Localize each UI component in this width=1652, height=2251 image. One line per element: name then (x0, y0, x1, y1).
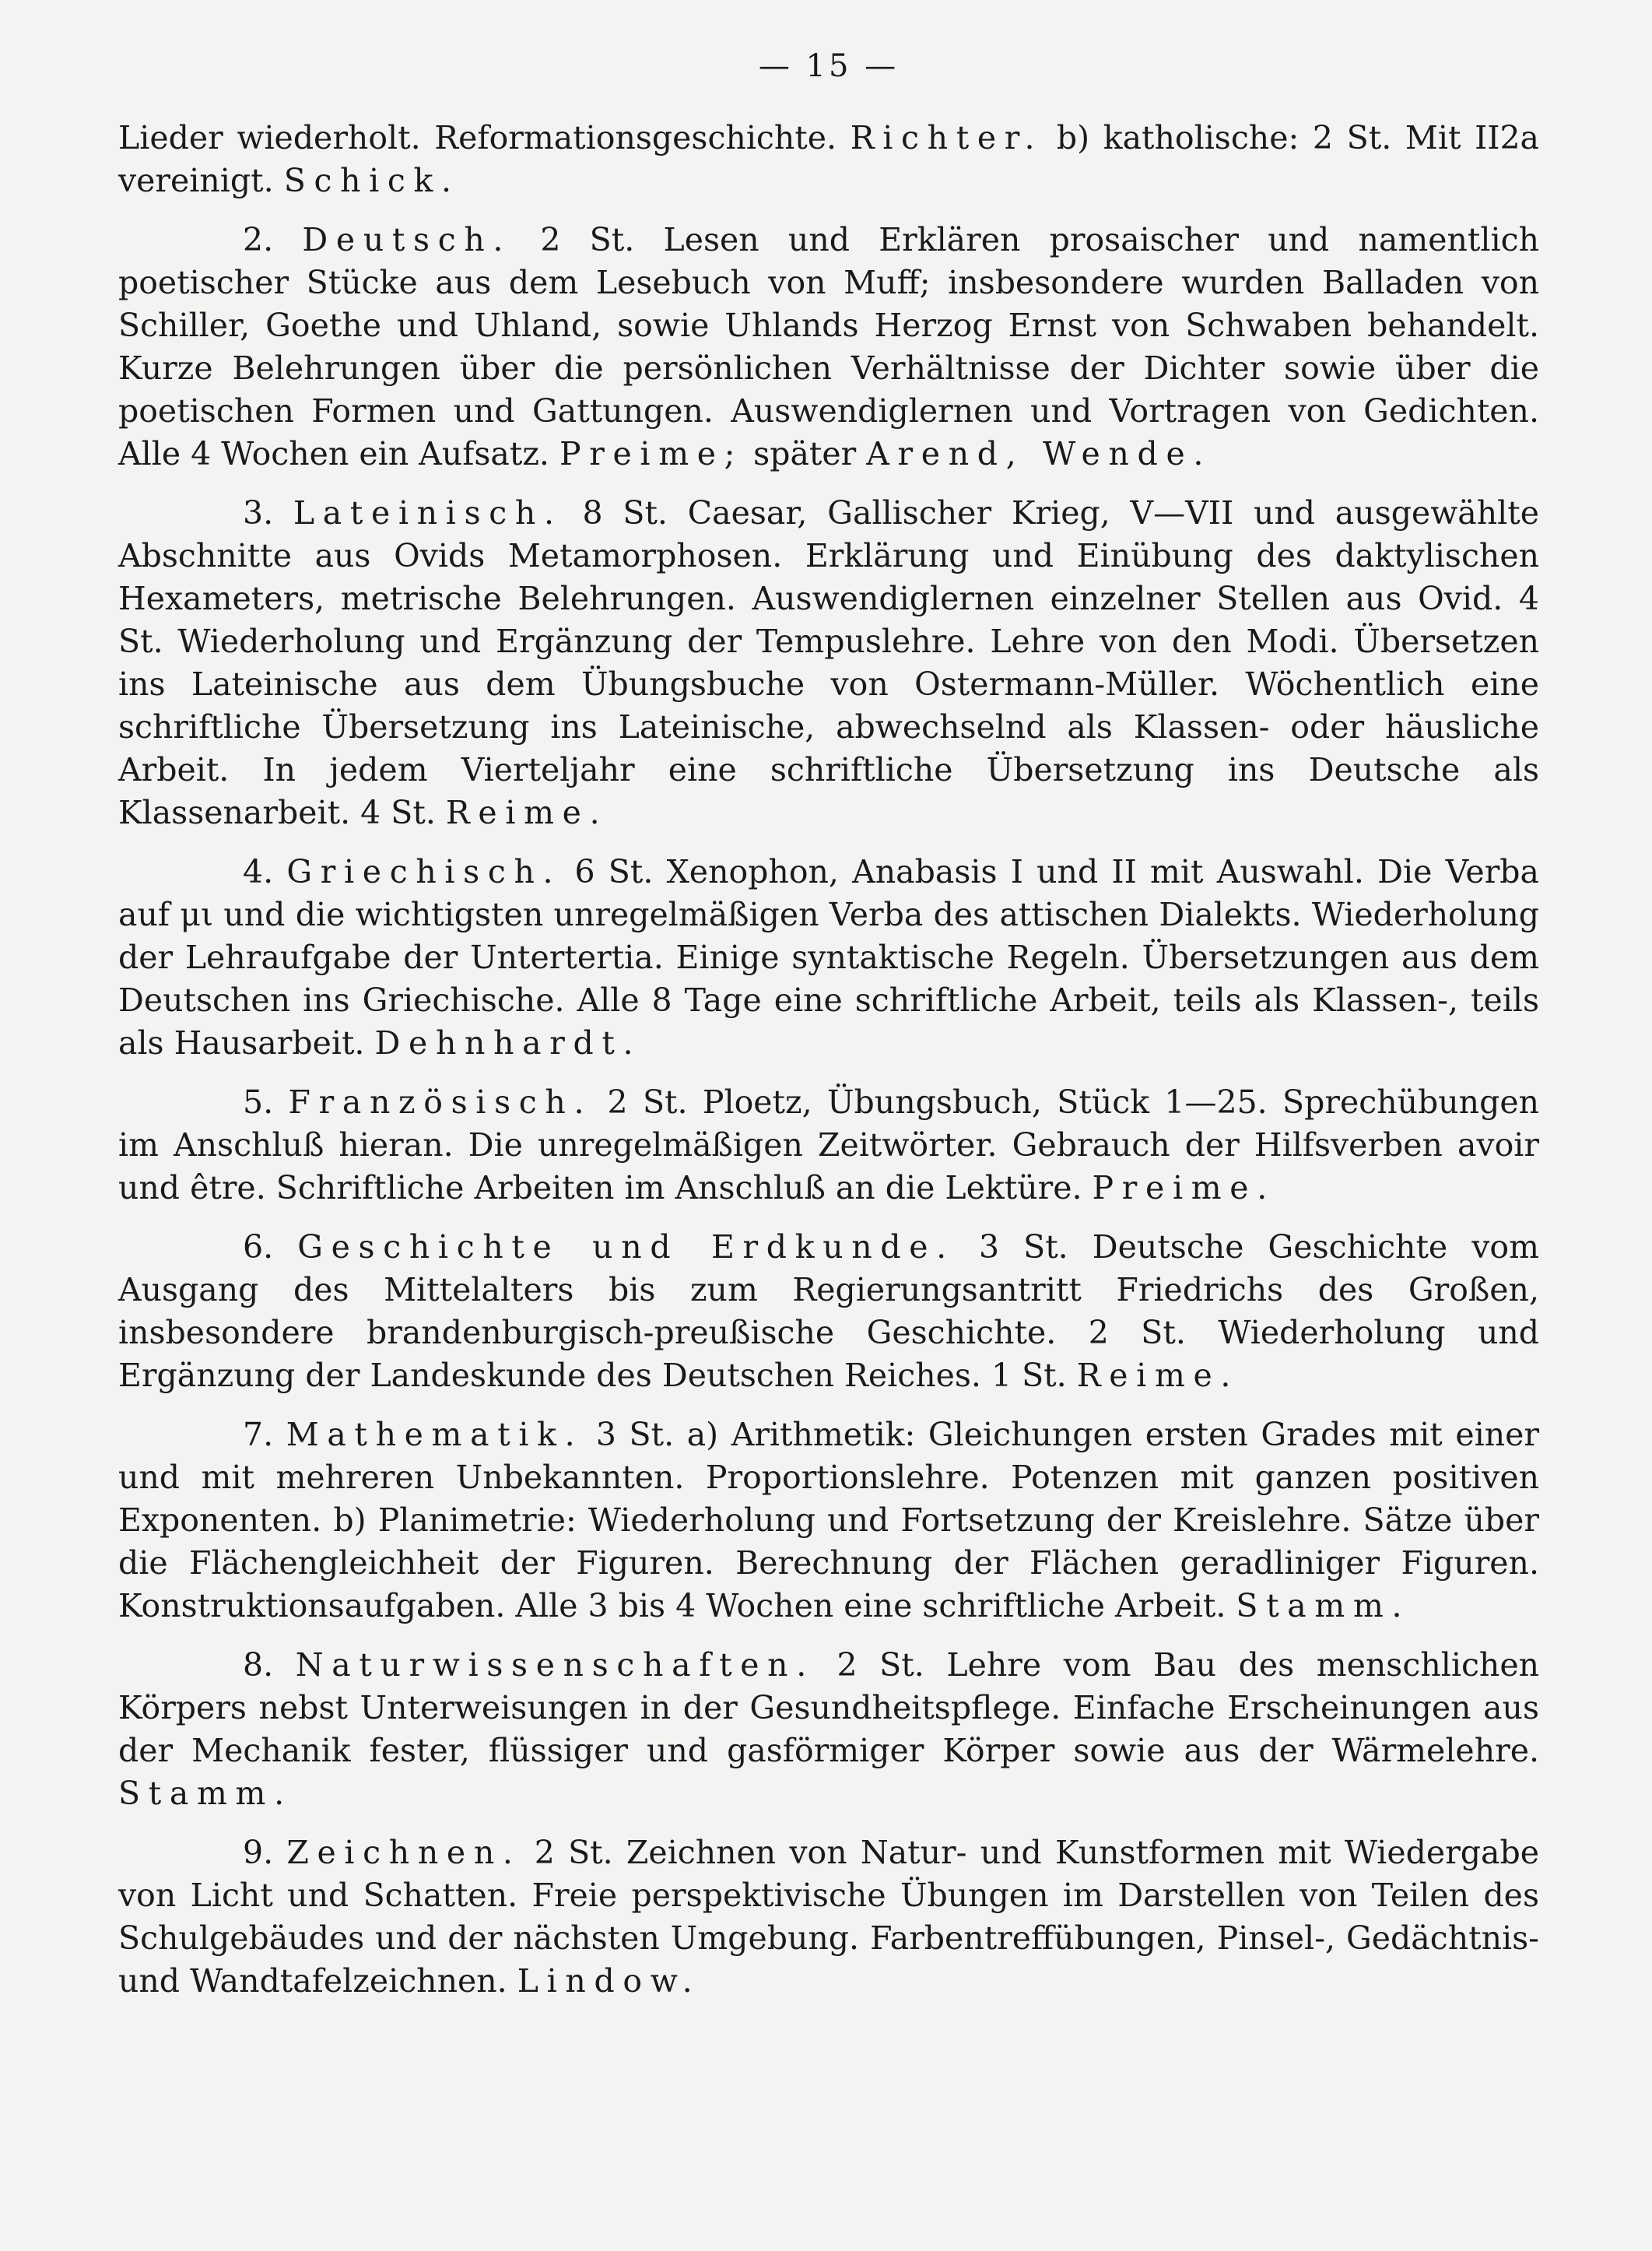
paragraph-franzoesisch (118, 1081, 1539, 1210)
subject-heading: Deutsch. (302, 221, 512, 258)
paragraph-text: 6 St. Xenophon, Anabasis I und II mit Auswahl. Die Verba auf μι und die wichtigsten unregelmäßigen Verba des attischen Dialekts. Wiederholung der Lehraufgabe der Untertertia. Einige syntaktische Regeln. Übersetzungen aus dem Deutschen ins Griechische. Alle 8 Tage eine schriftliche Arbeit, teils als Klassen-, teils als Hausarbeit. (118, 853, 1539, 1062)
item-number: 7. (243, 1416, 286, 1453)
paragraph-geschichte-erdkunde (118, 1226, 1539, 1397)
page-number: — 15 — (758, 48, 900, 84)
paragraph-zeichnen (118, 1831, 1539, 2003)
subject-heading: Naturwissenschaften. (295, 1646, 815, 1684)
paragraph-deutsch (118, 219, 1539, 476)
subject-heading: Griechisch. (286, 853, 562, 890)
item-number: 8. (243, 1646, 296, 1684)
item-number: 3. (243, 494, 293, 532)
teacher-name: Dehnhardt. (374, 1024, 642, 1062)
teacher-name: Lindow. (517, 1962, 701, 2000)
item-number: 2. (243, 221, 303, 258)
paragraph-text: 2 St. Lehre vom Bau des menschlichen Körpers nebst Unterweisungen in der Gesundheitspflege. Einfache Erscheinungen aus der Mechanik fester, flüssiger und gasförmiger Körper sowie aus der Wärmelehre. (118, 1646, 1539, 1769)
paragraph-lateinisch (118, 492, 1539, 834)
teacher-name: Reime. (445, 794, 609, 831)
paragraph-text: 3 St. Deutsche Geschichte vom Ausgang des Mittelalters bis zum Regierungsantritt Friedrichs des Großen, insbesondere brandenburgisch-preußische Geschichte. 2 St. Wiederholung und Ergänzung der Landeskunde des Deutschen Reiches. 1 St. (118, 1228, 1539, 1394)
paragraph-text: 2 St. Lesen und Erklären prosaischer und namentlich poetischer Stücke aus dem Lesebuch von Muff; insbesondere wurden Balladen von Schiller, Goethe und Uhland, sowie Uhlands Herzog Ernst von Schwaben behandelt. Kurze Belehrungen über die persönlichen Verhältnisse der Dichter sowie über die poetischen Formen und Gattungen. Auswendiglernen und Vortragen von Gedichten. Alle 4 Wochen ein Aufsatz. (118, 221, 1539, 472)
teacher-name: Arend, Wende. (866, 435, 1212, 472)
teacher-name: Reime. (1076, 1357, 1240, 1394)
document-page (118, 48, 1539, 2019)
teacher-name: Richter. (850, 119, 1043, 156)
paragraph-text: 3 St. a) Arithmetik: Gleichungen ersten Grades mit einer und mit mehreren Unbekannten. Proportionslehre. Potenzen mit ganzen positiven Exponenten. b) Planimetrie: Wiederholung und Fortsetzung der Kreislehre. Sätze über die Flächengleichheit der Figuren. Berechnung der Flächen geradliniger Figuren. Konstruktionsaufgaben. Alle 3 bis 4 Wochen eine schriftliche Arbeit. (118, 1416, 1539, 1624)
paragraph-text: 2 St. Ploetz, Übungsbuch, Stück 1—25. Sprechübungen im Anschluß hieran. Die unregelmäßigen Zeitwörter. Gebrauch der Hilfsverben avoir und être. Schriftliche Arbeiten im Anschluß an die Lektüre. (118, 1083, 1539, 1206)
paragraph-griechisch (118, 851, 1539, 1065)
paragraph-mathematik (118, 1413, 1539, 1628)
subject-heading: Zeichnen. (286, 1834, 521, 1871)
paragraph-text: später (743, 435, 867, 472)
subject-heading: Französisch. (288, 1083, 593, 1121)
teacher-name: Preime. (1092, 1169, 1275, 1206)
teacher-name: Schick. (283, 162, 460, 199)
paragraph-text: Lieder wiederholt. Reformationsgeschichte. (118, 119, 851, 156)
item-number: 4. (243, 853, 287, 890)
paragraph-text: b) katholische: 2 St. Mit II2a vereinigt. (118, 119, 1539, 199)
item-number: 5. (243, 1083, 289, 1121)
paragraph-naturwissenschaften (118, 1644, 1539, 1815)
subject-heading: Mathematik. (286, 1416, 584, 1453)
subject-heading: Geschichte und Erdkunde. (297, 1228, 955, 1266)
item-number: 6. (243, 1228, 298, 1266)
teacher-name: Preime; (559, 435, 744, 472)
paragraph-text: 8 St. Caesar, Gallischer Krieg, V—VII und ausgewählte Abschnitte aus Ovids Metamorphosen. Erklärung und Einübung des daktylischen Hexameters, metrische Belehrungen. Auswendiglernen einzelner Stellen aus Ovid. 4 St. Wiederholung und Ergänzung der Tempuslehre. Lehre von den Modi. Übersetzen ins Lateinische aus dem Übungsbuche von Ostermann-Müller. Wöchentlich eine schriftliche Übersetzung ins Lateinische, abwechselnd als Klassen- oder häusliche Arbeit. In jedem Vierteljahr eine schriftliche Übersetzung ins Deutsche als Klassenarbeit. 4 St. (118, 494, 1539, 831)
item-number: 9. (243, 1834, 287, 1871)
paragraph-text: 2 St. Zeichnen von Natur- und Kunstformen mit Wiedergabe von Licht und Schatten. Freie perspektivische Übungen im Darstellen von Teilen des Schulgebäudes und der nächsten Umgebung. Farbentreffübungen, Pinsel-, Gedächtnis- und Wandtafelzeichnen. (118, 1834, 1539, 2000)
teacher-name: Stamm. (118, 1775, 293, 1812)
paragraph-religion-continued (118, 117, 1539, 202)
teacher-name: Stamm. (1236, 1587, 1411, 1624)
subject-heading: Lateinisch. (293, 494, 563, 532)
